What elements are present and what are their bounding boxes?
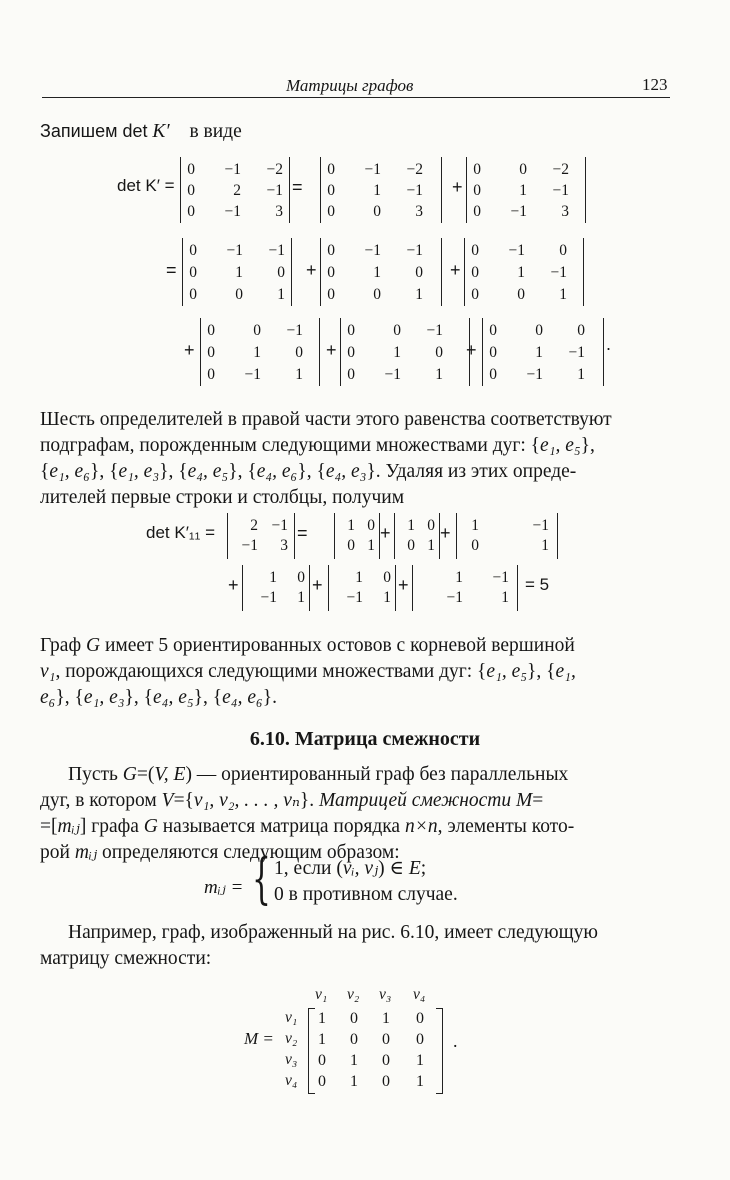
minor-4-cell-0-0: 1: [471, 517, 479, 534]
tree-set-2a: e₁,: [555, 661, 576, 682]
minor-3-cell-1-1: 1: [427, 537, 435, 554]
adj-cell-2-1: 1: [350, 1052, 358, 1069]
minor-2: [334, 513, 380, 559]
det-1-cell-0-1: −1: [224, 161, 241, 178]
adj-cell-1-2: 0: [382, 1031, 390, 1048]
definition-lhs: mᵢⱼ =: [204, 877, 244, 898]
p3l2-e: }.: [299, 790, 319, 811]
minor-1-cell-0-0: 2: [250, 517, 258, 534]
tree-set-2b: e₆: [40, 687, 56, 708]
adj-right-bracket: [436, 1008, 443, 1094]
det-5-cell-2-0: 0: [327, 286, 335, 303]
eq2-label: det K′₁₁ =: [146, 523, 216, 542]
det-8-cell-2-0: 0: [347, 366, 355, 383]
arc-set-4: e₄, e₅: [187, 461, 229, 482]
p2l1-c: имеет 5 ориентированных остовов с корневой вершиной: [100, 635, 575, 656]
minor-7-cell-0-0: 1: [455, 569, 463, 586]
minor-4-cell-1-1: 1: [541, 537, 549, 554]
det-2-cell-0-2: −2: [406, 161, 423, 178]
p3l3-d: G: [143, 816, 158, 837]
p1l3-i: }, {: [297, 461, 326, 482]
eq2-result: = 5: [525, 575, 550, 594]
det-8-cell-0-2: −1: [426, 322, 443, 339]
p2l3-b: }, {: [55, 687, 84, 708]
det-7-cell-0-0: 0: [207, 322, 215, 339]
tree-set-3: e₁, e₃: [83, 687, 125, 708]
det-4-cell-2-2: 1: [277, 286, 285, 303]
p1l3-g: }, {: [228, 461, 257, 482]
para2-line1: [40, 633, 575, 659]
minor-5-cell-1-1: 1: [297, 589, 305, 606]
op-plus-5: +: [326, 340, 337, 360]
det-5-cell-1-1: 1: [373, 264, 381, 281]
det-9-cell-2-0: 0: [489, 366, 497, 383]
det-5-cell-2-2: 1: [415, 286, 423, 303]
det-9-cell-2-2: 1: [577, 366, 585, 383]
adj-row-header-4: v₄: [285, 1072, 298, 1089]
det-4-cell-0-2: −1: [268, 242, 285, 259]
tree-set-1: e₁, e₅: [486, 661, 528, 682]
adj-col-header-2: v₂: [347, 986, 360, 1003]
det-2-cell-1-0: 0: [327, 182, 335, 199]
det-3-cell-1-2: −1: [552, 182, 569, 199]
p3l2-c: ={: [173, 790, 194, 811]
det-8-cell-1-0: 0: [347, 344, 355, 361]
term-adjacency-matrix: Матрицей смежности M: [318, 790, 533, 811]
det-3-cell-2-0: 0: [473, 203, 481, 220]
det-5-cell-1-2: 0: [415, 264, 423, 281]
p3l3-g: , элементы кото-: [437, 816, 575, 837]
header-rule: [42, 97, 670, 98]
definition-case2: 0 в противном случае.: [274, 884, 458, 905]
det-2-cell-0-1: −1: [364, 161, 381, 178]
adj-cell-1-3: 0: [416, 1031, 424, 1048]
adj-cell-0-2: 1: [382, 1010, 390, 1027]
det-3-cell-2-1: −1: [510, 203, 527, 220]
det-1-cell-0-0: 0: [187, 161, 195, 178]
root-vertex: v₁: [40, 661, 56, 682]
para2-line3: [40, 685, 277, 711]
vertex-set: v₁, v₂, . . . , vₙ: [193, 790, 300, 811]
det-6: [464, 238, 584, 306]
p3l2-a: дуг, в котором: [40, 790, 162, 811]
op-eq-1: =: [292, 177, 303, 197]
det-6-cell-0-2: 0: [559, 242, 567, 259]
para4-line2: матрицу смежности:: [40, 948, 212, 969]
adj-cell-0-0: 1: [318, 1010, 326, 1027]
case1-e: ;: [420, 858, 427, 879]
p3l1-c: =(: [136, 764, 155, 785]
det-5: [320, 238, 442, 306]
det-5-cell-0-1: −1: [364, 242, 381, 259]
para3-line3: [40, 814, 574, 840]
intro-symbol: K′: [152, 121, 170, 142]
det-9-cell-0-1: 0: [535, 322, 543, 339]
minor-5-cell-0-0: 1: [269, 569, 277, 586]
minor-6: [328, 565, 396, 611]
det-7-cell-2-0: 0: [207, 366, 215, 383]
case1-d: E: [408, 858, 421, 879]
det-2: [320, 157, 442, 223]
adj-cell-1-1: 0: [350, 1031, 358, 1048]
det-8-cell-2-1: −1: [384, 366, 401, 383]
minor-1: [227, 513, 295, 559]
det-6-cell-0-1: −1: [508, 242, 525, 259]
minor-1-cell-1-1: 3: [280, 537, 288, 554]
p2l2-b: , порождающихся следующими множествами дуг: {: [55, 661, 487, 682]
minor-6-cell-0-0: 1: [355, 569, 363, 586]
eq1-label: det K′ =: [117, 176, 175, 195]
tree-set-5: e₄, e₆: [222, 687, 263, 708]
eq2-plus-4: +: [312, 575, 323, 595]
adj-cell-2-3: 1: [416, 1052, 424, 1069]
p1l3-c: }, {: [90, 461, 119, 482]
para1-line2-text: подграфам, порожденным следующими множествами дуг: {: [40, 435, 541, 456]
p3l2-b: V: [161, 790, 174, 811]
det-8-cell-1-2: 0: [435, 344, 443, 361]
det-1-cell-2-2: 3: [275, 203, 283, 220]
p3l3-c: ] графа: [79, 816, 144, 837]
det-4-cell-1-1: 1: [235, 264, 243, 281]
det-6-cell-1-1: 1: [517, 264, 525, 281]
eq2-plus-5: +: [398, 575, 409, 595]
det-3-cell-1-0: 0: [473, 182, 481, 199]
det-9-cell-1-2: −1: [568, 344, 585, 361]
det-7-cell-0-2: −1: [286, 322, 303, 339]
det-4: [182, 238, 292, 306]
eq2-plus-1: +: [380, 523, 391, 543]
det-1-cell-1-0: 0: [187, 182, 195, 199]
det-3-cell-0-0: 0: [473, 161, 481, 178]
p3l4-a: рой: [40, 842, 75, 863]
case1-a: 1, если (: [274, 858, 343, 879]
p3l1-e: ) — ориентированный граф без параллельных: [185, 764, 569, 785]
arc-set-2: e₁, e₆: [49, 461, 90, 482]
det-9-cell-1-0: 0: [489, 344, 497, 361]
eq2-plus-2: +: [440, 523, 451, 543]
det-7-cell-1-2: 0: [295, 344, 303, 361]
det-9: [482, 318, 604, 386]
adj-row-header-2: v₂: [285, 1030, 298, 1047]
para3-line1: [68, 762, 568, 788]
p1l3-e: }, {: [159, 461, 188, 482]
graph-symbol: G: [85, 635, 101, 656]
minor-4-cell-1-0: 0: [471, 537, 479, 554]
minor-3: [394, 513, 440, 559]
minor-3-cell-0-1: 0: [427, 517, 435, 534]
para1-line3: [40, 459, 576, 485]
p3l3-a: =[: [40, 816, 58, 837]
p3l2-g: =: [532, 790, 544, 811]
det-1-cell-0-2: −2: [266, 161, 283, 178]
det-1-cell-2-0: 0: [187, 203, 195, 220]
p3l4-b: mᵢⱼ: [74, 842, 98, 863]
adj-cell-3-0: 0: [318, 1073, 326, 1090]
p3l1-d: V, E: [154, 764, 186, 785]
p2l2-d: }, {: [527, 661, 556, 682]
definition-case1: [274, 856, 426, 882]
det-7-cell-2-1: −1: [244, 366, 261, 383]
det-1-cell-2-1: −1: [224, 203, 241, 220]
det-8-cell-0-0: 0: [347, 322, 355, 339]
det-1: [180, 157, 290, 223]
minor-6-cell-1-0: −1: [346, 589, 363, 606]
minor-7: [412, 565, 518, 611]
det-3-cell-0-1: 0: [519, 161, 527, 178]
minor-3-cell-0-0: 1: [407, 517, 415, 534]
minor-2-cell-0-0: 1: [347, 517, 355, 534]
det-5-cell-1-0: 0: [327, 264, 335, 281]
p1l3-k: }. Удаляя из этих опреде-: [366, 461, 577, 482]
minor-7-cell-1-1: 1: [501, 589, 509, 606]
tree-set-4: e₄, e₅: [153, 687, 194, 708]
intro-tail: в виде: [189, 121, 242, 142]
adj-col-header-3: v₃: [379, 986, 392, 1003]
det-2-cell-2-0: 0: [327, 203, 335, 220]
det-8: [340, 318, 470, 386]
case1-b: vᵢ, vⱼ: [342, 858, 379, 879]
minor-1-cell-0-1: −1: [271, 517, 288, 534]
det-7-cell-1-0: 0: [207, 344, 215, 361]
running-header-title: Матрицы графов: [286, 76, 414, 95]
minor-6-cell-1-1: 1: [383, 589, 391, 606]
arc-set-3: e₁, e₃: [118, 461, 160, 482]
p2l3-f: }, {: [193, 687, 223, 708]
det-2-cell-2-1: 0: [373, 203, 381, 220]
page-number: 123: [642, 75, 668, 94]
section-title: 6.10. Матрица смежности: [249, 728, 481, 750]
det-3-cell-1-1: 1: [519, 182, 527, 199]
det-6-cell-2-0: 0: [471, 286, 479, 303]
det-4-cell-2-1: 0: [235, 286, 243, 303]
op-eq-2: =: [166, 260, 177, 280]
adj-cell-0-3: 0: [416, 1010, 424, 1027]
adj-cell-2-0: 0: [318, 1052, 326, 1069]
minor-7-cell-1-0: −1: [446, 589, 463, 606]
op-plus-6: +: [466, 340, 477, 360]
op-plus-4: +: [184, 340, 195, 360]
det-9-cell-0-0: 0: [489, 322, 497, 339]
adjacency-end-period: .: [453, 1031, 458, 1051]
minor-7-cell-0-1: −1: [492, 569, 509, 586]
minor-5: [242, 565, 310, 611]
det-6-cell-1-2: −1: [550, 264, 567, 281]
det-4-cell-0-1: −1: [226, 242, 243, 259]
adjacency-label: M =: [244, 1029, 274, 1048]
p3l3-f: n×n: [404, 816, 438, 837]
op-plus-2: +: [306, 260, 317, 280]
adj-cell-3-1: 1: [350, 1073, 358, 1090]
det-7: [200, 318, 320, 386]
adj-row-header-3: v₃: [285, 1051, 298, 1068]
para2-line2: [40, 659, 576, 685]
det-8-cell-0-1: 0: [393, 322, 401, 339]
det-6-cell-2-1: 0: [517, 286, 525, 303]
det-3-cell-0-2: −2: [552, 161, 569, 178]
para1-line4: лителей первые строки и столбцы, получим: [40, 487, 405, 508]
adj-left-bracket: [308, 1008, 315, 1094]
p2l3-d: }, {: [124, 687, 154, 708]
case1-c: ) ∈: [378, 858, 409, 879]
arc-set-1: e₁, e₅: [540, 435, 581, 456]
det-2-cell-1-1: 1: [373, 182, 381, 199]
adj-cell-3-3: 1: [416, 1073, 424, 1090]
op-plus-3: +: [450, 260, 461, 280]
det-8-cell-2-2: 1: [435, 366, 443, 383]
definition-brace: {: [252, 847, 271, 910]
det-7-cell-0-1: 0: [253, 322, 261, 339]
det-4-cell-2-0: 0: [189, 286, 197, 303]
eq2-plus-3: +: [228, 575, 239, 595]
p3l3-b: mᵢⱼ: [57, 816, 80, 837]
intro-text: Запишем det: [40, 121, 148, 141]
minor-2-cell-1-1: 1: [367, 537, 375, 554]
det-3: [466, 157, 586, 223]
det-1-cell-1-1: 2: [233, 182, 241, 199]
p2l3-h: }.: [262, 687, 278, 708]
minor-4-cell-0-1: −1: [532, 517, 549, 534]
det-4-cell-1-2: 0: [277, 264, 285, 281]
det-7-cell-2-2: 1: [295, 366, 303, 383]
det-3-cell-2-2: 3: [561, 203, 569, 220]
det-2-cell-1-2: −1: [406, 182, 423, 199]
adj-cell-3-2: 0: [382, 1073, 390, 1090]
eq2-eq: =: [297, 523, 308, 543]
det-9-cell-2-1: −1: [526, 366, 543, 383]
intro-line: [40, 118, 242, 145]
minor-5-cell-0-1: 0: [297, 569, 305, 586]
det-1-cell-1-2: −1: [266, 182, 283, 199]
para1-line2-end: },: [580, 435, 595, 456]
det-5-cell-0-2: −1: [406, 242, 423, 259]
adj-cell-0-1: 0: [350, 1010, 358, 1027]
det-5-cell-0-0: 0: [327, 242, 335, 259]
det-5-cell-2-1: 0: [373, 286, 381, 303]
det-4-cell-0-0: 0: [189, 242, 197, 259]
p3l1-b: G: [122, 764, 137, 785]
det-2-cell-0-0: 0: [327, 161, 335, 178]
arc-set-6: e₄, e₃: [325, 461, 367, 482]
para3-line2: [40, 788, 543, 814]
p2l1-a: Граф: [40, 635, 86, 656]
minor-4: [456, 513, 558, 559]
adj-cell-2-2: 0: [382, 1052, 390, 1069]
minor-2-cell-1-0: 0: [347, 537, 355, 554]
p3l1-a: Пусть: [68, 764, 123, 785]
det-8-cell-1-1: 1: [393, 344, 401, 361]
adj-row-header-1: v₁: [285, 1009, 298, 1026]
adj-col-header-4: v₄: [413, 986, 426, 1003]
det-9-cell-1-1: 1: [535, 344, 543, 361]
para4-line1: Например, граф, изображенный на рис. 6.10, имеет следующую: [68, 922, 598, 943]
det-6-cell-1-0: 0: [471, 264, 479, 281]
adj-cell-1-0: 1: [318, 1031, 326, 1048]
para1-line1: Шесть определителей в правой части этого равенства соответствуют: [40, 409, 612, 430]
para1-line2: [40, 433, 595, 459]
det-6-cell-0-0: 0: [471, 242, 479, 259]
minor-2-cell-0-1: 0: [367, 517, 375, 534]
p3l4-c: определяются следующим образом:: [97, 842, 400, 863]
minor-1-cell-1-0: −1: [241, 537, 258, 554]
minor-6-cell-0-1: 0: [383, 569, 391, 586]
det-4-cell-1-0: 0: [189, 264, 197, 281]
p3l3-e: называется матрица порядка: [157, 816, 405, 837]
minor-5-cell-1-0: −1: [260, 589, 277, 606]
det-7-cell-1-1: 1: [253, 344, 261, 361]
arc-set-5: e₄, e₆: [256, 461, 298, 482]
op-period: .: [606, 334, 612, 354]
op-plus-1: +: [452, 177, 463, 197]
adj-col-header-1: v₁: [315, 986, 328, 1003]
minor-3-cell-1-0: 0: [407, 537, 415, 554]
p1l3-a: {: [40, 461, 50, 482]
det-2-cell-2-2: 3: [415, 203, 423, 220]
det-6-cell-2-2: 1: [559, 286, 567, 303]
det-9-cell-0-2: 0: [577, 322, 585, 339]
